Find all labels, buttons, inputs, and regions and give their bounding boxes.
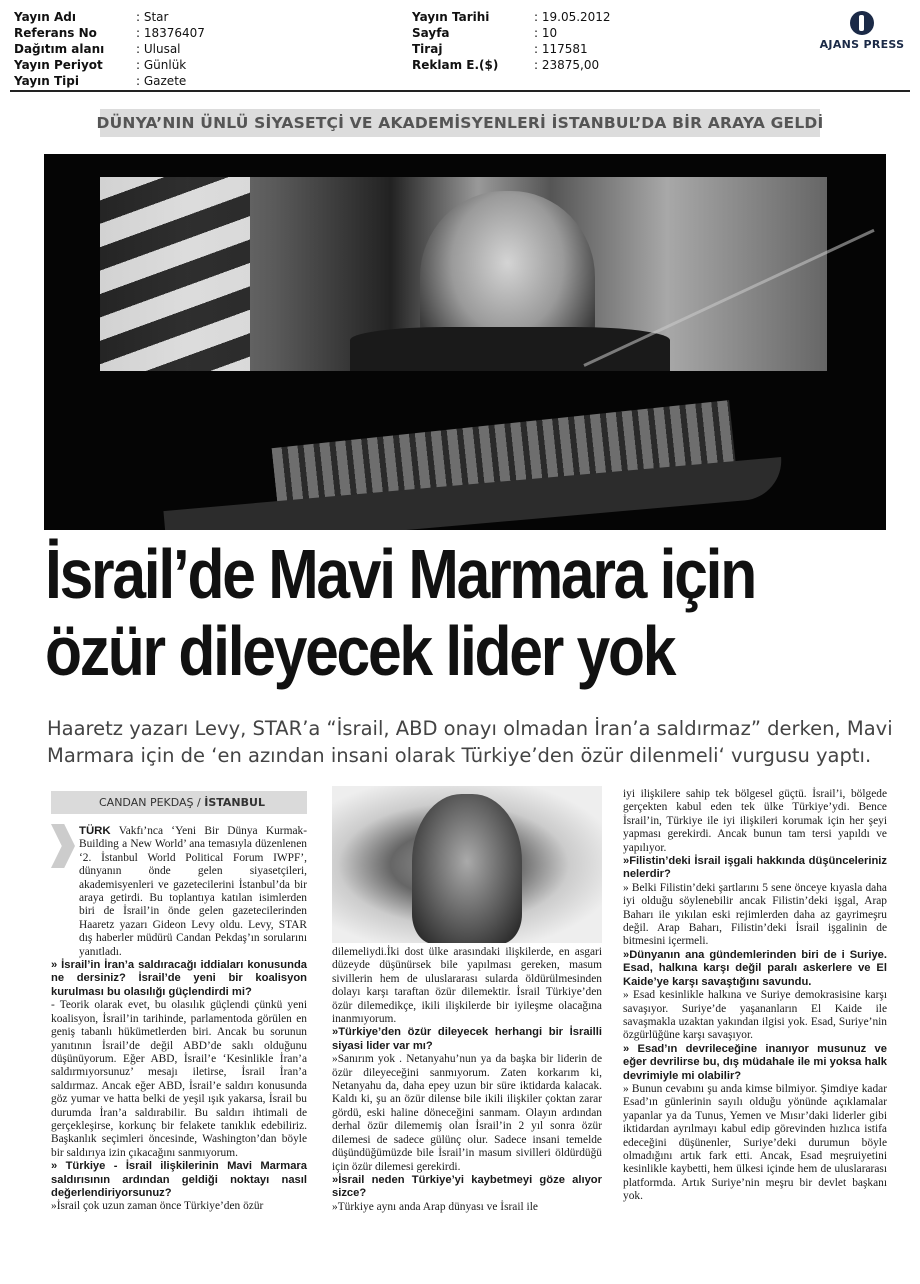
meta-value: : Star: [136, 10, 169, 24]
meta-row: [412, 57, 611, 73]
lead-text: Vakfı’nca ‘Yeni Bir Dünya Kurmak- Building a New World’ ana temasıyla düzenlenen ‘2. İstanbul World Political Forum IWPF’, dünyanın önde gelen siyasetçileri, akademisyenleri ve gazetecilerini İstanbul’da bir araya getirdi. Bu toplantıya katılan isimlerden biri de İsrail’in önde gelen gazetecilerinden Haaretz yazarı Gideon Levy oldu. Levy, STAR dış haberler müdürü Candan Pekdaş’ın sorularını yanıtladı.: [79, 825, 307, 958]
lead-word: TÜRK: [79, 825, 111, 837]
main-photo: [44, 154, 886, 530]
banner-text: DÜNYA’NIN ÜNLÜ SİYASETÇİ VE AKADEMİSYENLERİ İSTANBUL’DA BİR ARAYA GELDİ: [96, 114, 824, 132]
byline-separator: /: [193, 796, 205, 809]
meta-row: [14, 57, 205, 73]
inset-photo: [332, 786, 602, 943]
lead-paragraph: [51, 825, 307, 959]
meta-value: : 19.05.2012: [534, 10, 611, 24]
meta-label: Yayın Tarihi: [412, 10, 490, 24]
meta-value: : 117581: [534, 42, 588, 56]
interview-answer: »İsrail çok uzun zaman önce Türkiye’den özür: [51, 1200, 264, 1213]
meta-label: Referans No: [14, 26, 97, 40]
deck-subheadline: Haaretz yazarı Levy, STAR’a “İsrail, ABD onayı olmadan İran’a saldırmaz” derken, Mavi Marmara için de ‘en azından insani olarak Türkiye’den özür dilenmeli‘ vurgusu yaptı.: [47, 717, 893, 767]
meta-row: [14, 41, 205, 57]
meta-left: [14, 9, 205, 89]
meta-row: [14, 25, 205, 41]
meta-value: : 18376407: [136, 26, 205, 40]
inset-face-shape: [412, 794, 522, 943]
column-2: [332, 946, 602, 1214]
interview-answer: »Sanırım yok . Netanyahu’nun ya da başka bir liderin de özür dileyeceğini sanmıyorum. Zaten korkarım ki, Netanyahu da, daha epey uzun bir süre iktidarda kalacak. Kaldı ki, şu an özür dilense bile ikili ilişkiler çoktan zarar gördü, eski haline döneceğini sanmam. Olayın ardından derhal özür dilememiş olan İsrail’in 2 yıl sonra özür dilemesi de sadece gülünç olur. Sadece insani temelde düşündüğümüzde bile İsrail’in masum sivilleri öldürdüğü için özür dilemesi gerekirdi.: [332, 1053, 602, 1173]
meta-label: Yayın Adı: [14, 10, 76, 24]
flag-shape: [100, 177, 250, 371]
meta-value: : 10: [534, 26, 558, 40]
meta-row: [412, 25, 611, 41]
byline-city: İSTANBUL: [204, 796, 265, 809]
meta-value: : Ulusal: [136, 42, 181, 56]
ajans-press-logo: [812, 11, 912, 51]
interview-answer: »Türkiye aynı anda Arap dünyası ve İsrail ile: [332, 1200, 538, 1213]
meta-value: : 23875,00: [534, 58, 600, 72]
meta-row: [14, 73, 205, 89]
meta-label: Sayfa: [412, 26, 450, 40]
ajans-press-logo-icon: [850, 11, 874, 35]
meta-row: [412, 9, 611, 25]
interview-question: »Türkiye’den özür dileyecek herhangi bir İsrailli siyasi lider var mı?: [332, 1026, 602, 1052]
interview-answer: - Teorik olarak evet, bu olasılık güçlendi çünkü yeni koalisyon, İsrail’in tarihinde, parlamentoda görülen en geniş tabanlı hükümetlerden biri. Ancak bu sorunun yanıtının İsrail’de değil ABD’de saklı olduğunu düşünüyorum. Eğer ABD, İsrail’e ‘Kesinlikle İran’a saldırmıyorsunuz’ mesajı iletirse, İsrail İran’a saldırmaz. Ancak eğer ABD, İsrail’e saldırı konusunda göz yumar ve hatta belki de yeşil ışık yakarsa, İsrail bu durumda İran’a saldırabilir. Bu saldırı ihtimali de gerçekleşirse, korkunç bir felakete tanıklık edebiliriz. Başkanlık seçimleri öncesinde, Washington’dan böyle bir saldırıya izin çıkacağını sanmıyorum.: [51, 999, 307, 1159]
byline: [51, 791, 307, 814]
meta-row: [412, 41, 611, 57]
meta-value: : Günlük: [136, 58, 187, 72]
meta-label: Yayın Tipi: [14, 74, 79, 88]
byline-author: CANDAN PEKDAŞ: [99, 796, 194, 809]
column-3: [623, 788, 887, 1204]
meta-right: [412, 9, 611, 73]
column-1: [51, 825, 307, 1214]
meta-label: Reklam E.($): [412, 58, 499, 72]
interview-question: » Esad’ın devrileceğine inanıyor musunuz ve eğer devrilirse bu, dış müdahale ile mi yoksa halk devrimiyle mi olabilir?: [623, 1042, 887, 1082]
interview-answer: » Belki Filistin’deki şartlarını 5 sene önceye kıyasla daha iyi olduğu söylenebilir ancak Filistin’deki işgal, Arap Baharı ile yıkılan eski rejimlerden daha az gayrimeşru değil. Arap Baharı, Filistin’deki İsrail işgalinin de bitmesini içermeli.: [623, 881, 887, 948]
interview-question: » İsrail’in İran’a saldıracağı iddiaları konusunda ne dersiniz? İsrail’de yeni bir koalisyon kurulması bu olasılığı güçlendirdi mi?: [51, 959, 307, 998]
interview-question: »İsrail neden Türkiye’yi kaybetmeyi göze alıyor sizce?: [332, 1173, 602, 1200]
headline-line-2: özür dileyecek lider yok: [45, 612, 675, 690]
portrait-strip: [100, 177, 827, 371]
interview-question: » Türkiye - İsrail ilişkilerinin Mavi Marmara saldırısının ardından geldiği noktayı nasıl değerlendiriyorsunuz?: [51, 1160, 307, 1199]
meta-label: Dağıtım alanı: [14, 42, 105, 56]
logo-name: AJANS PRESS: [819, 38, 905, 51]
interview-answer: » Esad kesinlikle halkına ve Suriye demokrasisine karşı savaşıyor. Suriye’de yaşananların El Kaide ile savaşmakla uzaktan yakından ilgisi yok. Esad, Suriye’nin özgürlüğüne karşı savaşıyor.: [623, 989, 887, 1042]
interview-answer: dilemeliydi.İki dost ülke arasındaki ilişkilerde, en asgari düzeyde düşünürsek bile yapılması gereken, masum sivillerin hem de uluslararası sularda öldürülmesinden dolayı karşı taraftan özür dilemektir. İsrail Türkiye’den özür dilemedikçe, ikili ilişkilerde bir iyileşme olacağına inanmıyorum.: [332, 946, 602, 1026]
section-banner: [96, 109, 824, 137]
interview-question: »Dünyanın ana gündemlerinden biri de i Suriye. Esad, halkına karşı değil paralı askerlere ve El Kaide’ye karşı savaştığını savundu.: [623, 948, 887, 988]
meta-label: Yayın Periyot: [14, 58, 103, 72]
header-divider: [10, 90, 910, 92]
headline-line-1: İsrail’de Mavi Marmara için: [45, 535, 755, 613]
meta-row: [14, 9, 205, 25]
interview-answer: iyi ilişkilere sahip tek bölgesel güçtü. İsrail’i, bölgede gerçekten kabul eden tek ülke Türkiye’ydi. Bence İsrail’in, Türkiye ile iyi ilişkileri korumak için her şeyi yapması gerekirdi. Ancak bunun tam tersi yapıldı ve yapılıyor.: [623, 788, 887, 854]
interview-question: »Filistin’deki İsrail işgali hakkında düşünceleriniz nelerdir?: [623, 855, 887, 881]
headline: [45, 536, 772, 690]
meta-value: : Gazete: [136, 74, 187, 88]
interview-answer: » Bunun cevabını şu anda kimse bilmiyor. Şimdiye kadar Esad’ın günlerinin sayılı olduğu yönünde açıklamalar yapanlar ya da Tunus, Yemen ve Mısır’daki liderler gibi iktidardan ayrılmayı kabul edip görevinden hızlıca istifa edeceğini düşünenler, Suriye’deki durumun böyle olmadığını artık fark etti. Ancak, Esad meşruiyetini kesinlikle kaybetti, hem ülkesi içinde hem de uluslararası platformda. Artık Suriye’nin meşru bir devlet başkanı yok.: [623, 1082, 887, 1203]
meta-label: Tiraj: [412, 42, 443, 56]
